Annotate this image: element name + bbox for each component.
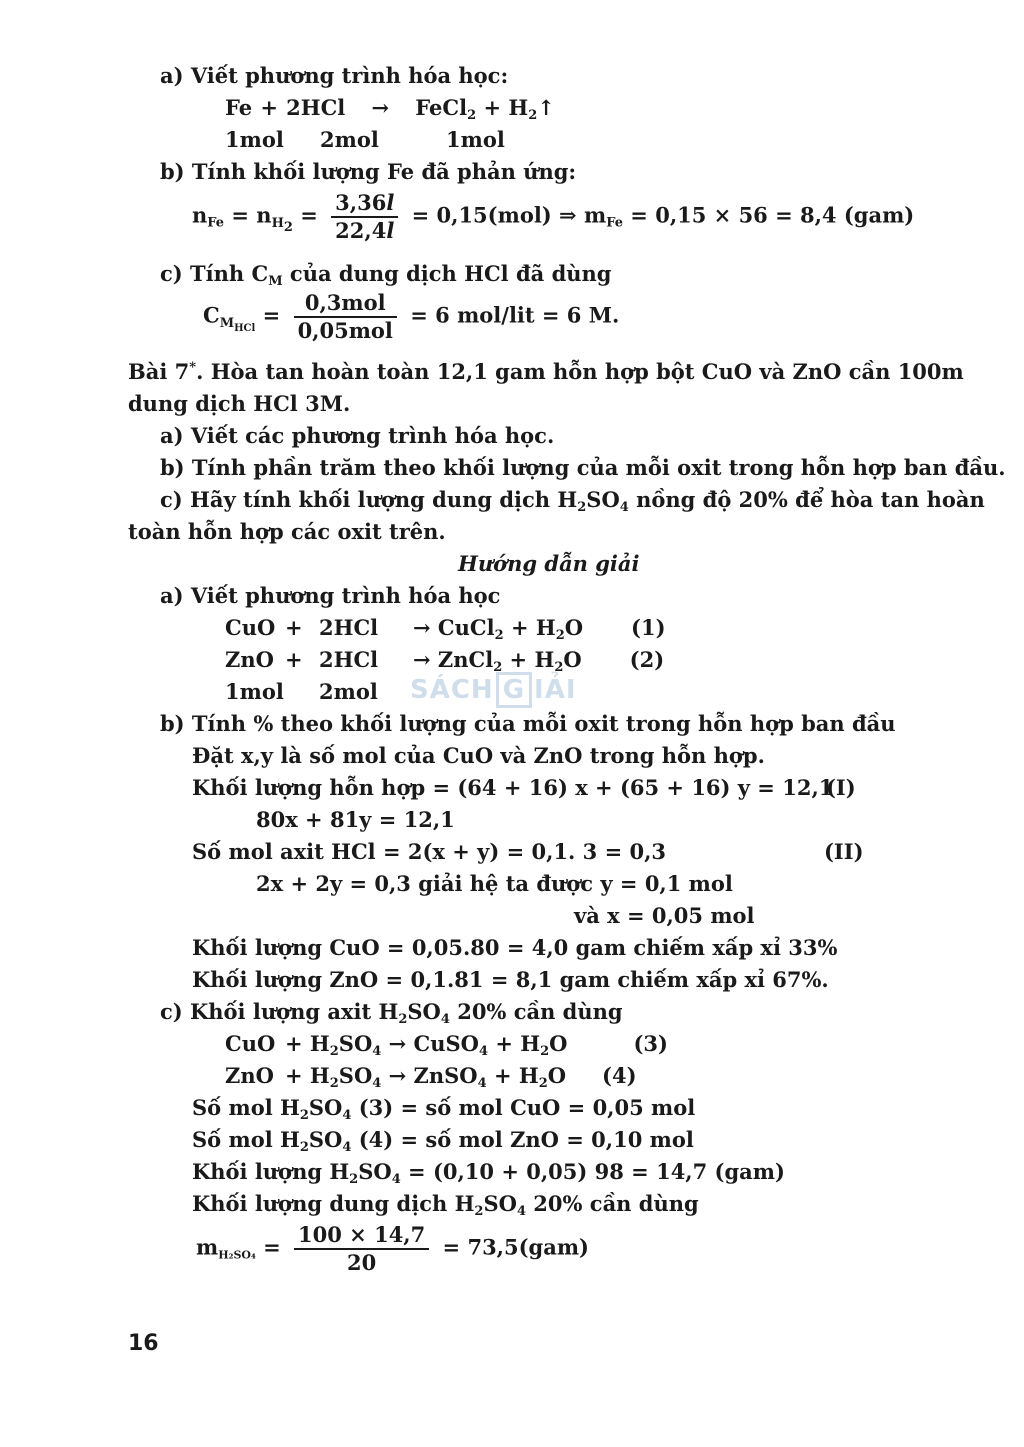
reaction-mol-row: 1mol 2mol: [225, 679, 378, 704]
sol-b-title: b) Tính % theo khối lượng của mỗi oxit trong hỗn hợp ban đầu: [160, 711, 896, 736]
nfe-fraction: $\frac{3,36l}{22,4l}$: [331, 190, 398, 244]
cm-formula: $C_{M_{HCl}}$ = $\frac{\text{0,3mol}}{\text{0,05mol}}$ = 6 mol/lit = 6 M.: [203, 290, 620, 343]
part1-b-title: b) Tính khối lượng Fe đã phản ứng:: [160, 159, 577, 184]
sol-c-line-2: Số mol $H_2SO_4$ (4) = số mol ZnO = 0,10 mol: [192, 1127, 694, 1155]
sol-b-line-8: Khối lượng ZnO = 0,1.81 = 8,1 gam chiếm xấp xỉ 67%.: [192, 967, 829, 992]
sol-a-title: a) Viết phương trình hóa học: [160, 583, 501, 608]
sol-b-line-7: Khối lượng CuO = 0,05.80 = 4,0 gam chiếm xấp xỉ 33%: [192, 935, 838, 960]
reaction-3: CuO + $H_2SO_4$ → CuSO$_4$ + $H_2O$ (3): [225, 1031, 668, 1059]
fe-equation: Fe + 2HCl → FeCl$_2$ + $H_2↑$: [225, 95, 555, 123]
reaction-4: ZnO + $H_2SO_4$ → ZnSO$_4$ + $H_2O$ (4): [225, 1063, 637, 1091]
reaction-1: CuO + 2HCl → CuCl$_2$ + $H_2O$ (1): [225, 615, 666, 643]
watermark-logo: SÁCH G IẢI: [410, 672, 577, 708]
sol-b-line-4: Số mol axit HCl = 2(x + y) = 0,1. 3 = 0,3: [192, 839, 667, 864]
sol-c-title: c) Khối lượng axit $H_2SO_4$ 20% cần dùng: [160, 999, 623, 1027]
eq-label-II: (II): [824, 839, 864, 864]
page-number: 16: [128, 1331, 159, 1356]
part1-c-title: c) Tính $C_M$ của dung dịch HCl đã dùng: [160, 261, 612, 289]
fe-mol-row: 1mol 2mol 1mol: [225, 127, 505, 152]
bai7-question-c: c) Hãy tính khối lượng dung dịch $H_2SO_4$ nồng độ 20% để hòa tan hoàn: [160, 487, 985, 515]
cm-fraction: $\frac{\text{0,3mol}}{\text{0,05mol}}$: [294, 290, 397, 344]
nfe-formula: $n_{Fe} = n_{H_2}$ = $\frac{3,36l}{22,4l}$ = 0,15(mol) ⇒ $m_{Fe} = 0,15 \times 56 = 8,4$ (gam): [192, 190, 915, 243]
bai7-question-c-2: toàn hỗn hợp các oxit trên.: [128, 519, 446, 544]
sol-b-line-3: 80x + 81y = 12,1: [256, 807, 455, 832]
part1-a-title: a) Viết phương trình hóa học:: [160, 63, 509, 88]
sol-b-line-5: 2x + 2y = 0,3 giải hệ ta được y = 0,1 mol: [256, 871, 733, 896]
sol-b-line-2: Khối lượng hỗn hợp = (64 + 16) x + (65 + 16) y = 12,1: [192, 775, 834, 800]
mass-formula: $m_{H_2SO_4}$ = $\frac{100 \times 14,7}{20}$ = 73,5(gam): [196, 1222, 589, 1275]
eq-label-I: (I): [826, 775, 856, 800]
bai7-statement-2: dung dịch HCl 3M.: [128, 391, 351, 416]
solution-heading: Hướng dẫn giải: [458, 551, 640, 576]
mass-fraction: $\frac{100 \times 14,7}{20}$: [294, 1222, 429, 1276]
sol-c-line-1: Số mol $H_2SO_4$ (3) = số mol CuO = 0,05 mol: [192, 1095, 696, 1123]
bai7-question-a: a) Viết các phương trình hóa học.: [160, 423, 555, 448]
reaction-2: ZnO + 2HCl → ZnCl$_2$ + $H_2O$ (2): [225, 647, 665, 675]
sol-b-line-6: và x = 0,05 mol: [574, 903, 755, 928]
sol-c-line-3: Khối lượng $H_2SO_4 = (0,10 + 0,05) 98 = 14,7$ (gam): [192, 1159, 785, 1187]
bai7-question-b: b) Tính phần trăm theo khối lượng của mỗi oxit trong hỗn hợp ban đầu.: [160, 455, 1006, 480]
sol-c-line-4: Khối lượng dung dịch $H_2SO_4$ 20% cần dùng: [192, 1191, 699, 1219]
bai7-statement: Bài 7*. Hòa tan hoàn toàn 12,1 gam hỗn hợp bột CuO và ZnO cần 100m: [128, 359, 964, 384]
sol-b-line-1: Đặt x,y là số mol của CuO và ZnO trong hỗn hợp.: [192, 743, 765, 768]
